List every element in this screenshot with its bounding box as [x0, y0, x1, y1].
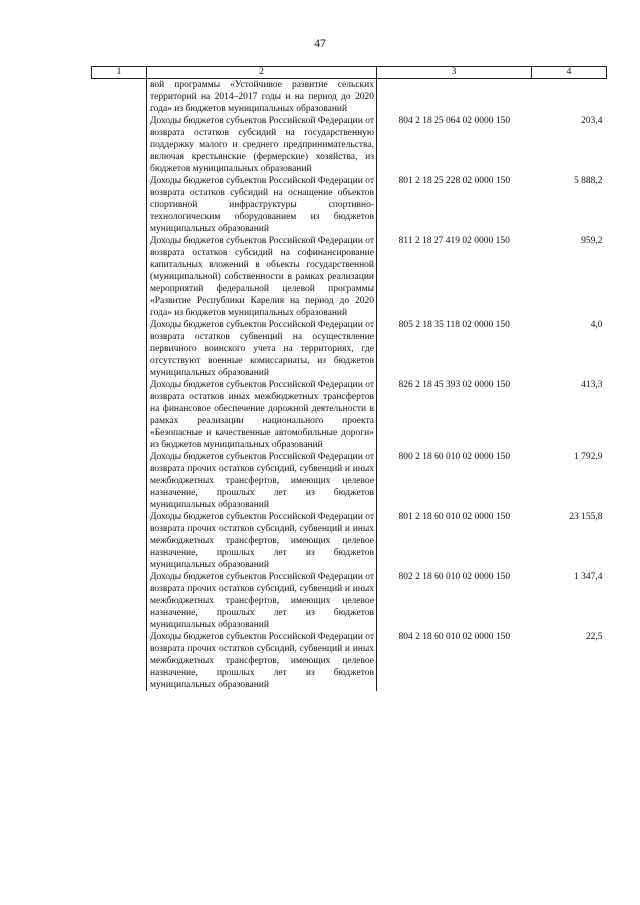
column-header-2: 2	[147, 67, 377, 79]
budget-code: 826 2 18 45 393 02 0000 150	[398, 380, 511, 390]
column-header-1: 1	[92, 67, 147, 79]
table-header-row	[92, 67, 607, 79]
amount: 5 888,2	[574, 176, 603, 186]
budget-code: 802 2 18 60 010 02 0000 150	[398, 572, 511, 582]
column-header-3: 3	[377, 67, 532, 79]
amount: 959,2	[581, 236, 603, 246]
table-row	[92, 319, 607, 379]
revenue-description: Доходы бюджетов субъектов Российской Федерации от возврата прочих остатков субсидий, субвенций и иных межбюджетных трансфертов, имеющих целевое назначение, прошлых лет из бюджетов муниципальных образований	[147, 631, 377, 691]
row-number-cell	[92, 175, 147, 235]
row-number-cell	[92, 571, 147, 631]
amount	[532, 79, 607, 116]
budget-code: 801 2 18 25 228 02 0000 150	[398, 176, 511, 186]
row-number-cell	[92, 115, 147, 175]
table-row	[92, 571, 607, 631]
revenue-description: Доходы бюджетов субъектов Российской Федерации от возврата прочих остатков субсидий, субвенций и иных межбюджетных трансфертов, имеющих целевое назначение, прошлых лет из бюджетов муниципальных образований	[147, 511, 377, 571]
table-row	[92, 511, 607, 571]
row-number-cell	[92, 631, 147, 691]
column-header-4: 4	[532, 67, 607, 79]
budget-code: 804 2 18 60 010 02 0000 150	[398, 632, 511, 642]
table-row	[92, 631, 607, 691]
revenue-description: Доходы бюджетов субъектов Российской Федерации от возврата остатков субсидий на государственную поддержку малого и среднего предпринимательства, включая крестьянские (фермерские) хозяйства, из бюджетов муниципальных образований	[147, 115, 377, 175]
table-row	[92, 115, 607, 175]
revenue-description: вой программы «Устойчивое развитие сельских территорий на 2014–2017 годы и на период до 2020 года» из бюджетов муниципальных образований	[147, 79, 377, 116]
page-number: 47	[314, 38, 326, 50]
budget-code: 801 2 18 60 010 02 0000 150	[398, 512, 511, 522]
table-row	[92, 379, 607, 451]
revenue-description: Доходы бюджетов субъектов Российской Федерации от возврата прочих остатков субсидий, субвенций и иных межбюджетных трансфертов, имеющих целевое назначение, прошлых лет из бюджетов муниципальных образований	[147, 571, 377, 631]
row-number-cell	[92, 511, 147, 571]
revenue-description: Доходы бюджетов субъектов Российской Федерации от возврата остатков субсидий на оснащение объектов спортивной инфраструктуры спортивно-технологическим оборудованием из бюджетов муниципальных образований	[147, 175, 377, 235]
amount: 4,0	[590, 320, 603, 330]
amount: 203,4	[581, 116, 603, 126]
table-row	[92, 451, 607, 511]
revenue-description: Доходы бюджетов субъектов Российской Федерации от возврата прочих остатков субсидий, субвенций и иных межбюджетных трансфертов, имеющих целевое назначение, прошлых лет из бюджетов муниципальных образований	[147, 451, 377, 511]
revenue-description: Доходы бюджетов субъектов Российской Федерации от возврата остатков субсидий на софинансирование капитальных вложений в объекты государственной (муниципальной) собственности в рамках реализации мероприятий федеральной целевой программы «Развитие Республики Карелия на период до 2020 года» из бюджетов муниципальных образований	[147, 235, 377, 319]
budget-revenue-table	[91, 66, 607, 691]
amount: 23 155,8	[569, 512, 603, 522]
budget-code: 811 2 18 27 419 02 0000 150	[398, 236, 510, 246]
budget-code: 805 2 18 35 118 02 0000 150	[398, 320, 510, 330]
table-row	[92, 79, 607, 116]
revenue-description: Доходы бюджетов субъектов Российской Федерации от возврата остатков иных межбюджетных трансфертов на финансовое обеспечение дорожной деятельности в рамках реализации национального проекта «Безопасные и качественные автомобильные дороги» из бюджетов муниципальных образований	[147, 379, 377, 451]
row-number-cell	[92, 79, 147, 116]
row-number-cell	[92, 451, 147, 511]
amount: 1 792,9	[574, 452, 603, 462]
row-number-cell	[92, 379, 147, 451]
row-number-cell	[92, 235, 147, 319]
amount: 22,5	[585, 632, 603, 642]
amount: 1 347,4	[574, 572, 603, 582]
row-number-cell	[92, 319, 147, 379]
table-row	[92, 235, 607, 319]
budget-code	[377, 79, 532, 116]
budget-code: 800 2 18 60 010 02 0000 150	[398, 452, 511, 462]
budget-code: 804 2 18 25 064 02 0000 150	[398, 116, 511, 126]
amount: 413,3	[581, 380, 603, 390]
table-row	[92, 175, 607, 235]
revenue-description: Доходы бюджетов субъектов Российской Федерации от возврата остатков субвенций на осуществление первичного воинского учета на территориях, где отсутствуют военные комиссариаты, из бюджетов муниципальных образований	[147, 319, 377, 379]
